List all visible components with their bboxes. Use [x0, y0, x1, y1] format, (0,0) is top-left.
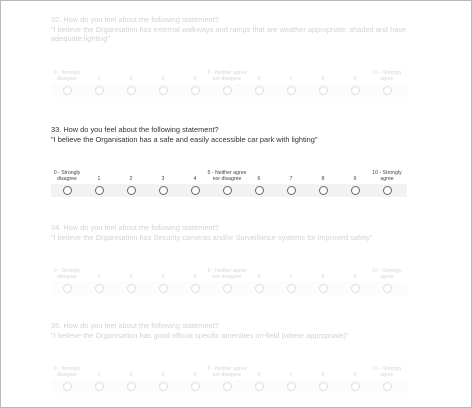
scale-label-8: 8: [321, 372, 325, 379]
rating-scale: [51, 151, 407, 197]
scale-label-8: 8: [321, 75, 325, 82]
scale-labels: [51, 151, 407, 183]
radio-row: [51, 282, 407, 295]
scale-label-10: 10 - Strongly agree: [372, 268, 402, 281]
scale-label-5: 5 - Neither agree nor disagree: [207, 170, 247, 183]
radio-row: [51, 184, 407, 197]
scale-label-9: 9: [353, 176, 357, 183]
scale-label-3: 3: [161, 274, 165, 281]
rating-radio-4[interactable]: [191, 86, 200, 95]
rating-radio-10[interactable]: [383, 186, 392, 195]
scale-label-2: 2: [129, 274, 133, 281]
rating-scale: [51, 347, 407, 393]
question-statement: "I believe the Organisation has external walkways and ramps that are weather appropriate, shaded and have adequate lighting": [51, 24, 407, 43]
rating-radio-0[interactable]: [63, 186, 72, 195]
rating-radio-9[interactable]: [351, 186, 360, 195]
question-35: [51, 321, 417, 393]
rating-radio-6[interactable]: [255, 284, 264, 293]
rating-radio-7[interactable]: [287, 186, 296, 195]
scale-label-0: 0 - Strongly disagree: [53, 366, 81, 379]
rating-radio-2[interactable]: [127, 186, 136, 195]
scale-label-10: 10 - Strongly agree: [372, 170, 402, 183]
rating-radio-7[interactable]: [287, 284, 296, 293]
rating-radio-2[interactable]: [127, 284, 136, 293]
scale-label-4: 4: [193, 372, 197, 379]
question-34: [51, 223, 417, 295]
scale-label-4: 4: [193, 75, 197, 82]
rating-radio-4[interactable]: [191, 284, 200, 293]
rating-scale: [51, 51, 407, 97]
scale-label-6: 6: [257, 176, 261, 183]
radio-row: [51, 380, 407, 393]
rating-radio-5[interactable]: [223, 86, 232, 95]
rating-radio-9[interactable]: [351, 284, 360, 293]
scale-label-0: 0 - Strongly disagree: [53, 268, 81, 281]
rating-scale: [51, 249, 407, 295]
rating-radio-7[interactable]: [287, 382, 296, 391]
rating-radio-1[interactable]: [95, 284, 104, 293]
rating-radio-1[interactable]: [95, 86, 104, 95]
question-title: 33. How do you feel about the following statement?: [51, 125, 219, 134]
scale-label-2: 2: [129, 176, 133, 183]
scale-labels: [51, 249, 407, 281]
scale-label-7: 7: [289, 176, 293, 183]
question-title: 35. How do you feel about the following statement?: [51, 321, 219, 330]
scale-label-5: 5 - Neither agree nor disagree: [207, 268, 247, 281]
scale-label-9: 9: [353, 372, 357, 379]
scale-label-9: 9: [353, 75, 357, 82]
rating-radio-4[interactable]: [191, 186, 200, 195]
rating-radio-1[interactable]: [95, 382, 104, 391]
rating-radio-6[interactable]: [255, 186, 264, 195]
rating-radio-9[interactable]: [351, 382, 360, 391]
rating-radio-2[interactable]: [127, 382, 136, 391]
question-statement: "I believe the Organisation has a safe and easily accessible car park with lighting": [51, 134, 318, 144]
radio-row: [51, 84, 407, 97]
scale-label-6: 6: [257, 75, 261, 82]
scale-label-7: 7: [289, 274, 293, 281]
scale-label-0: 0 - Strongly disagree: [53, 170, 81, 183]
scale-label-1: 1: [97, 372, 101, 379]
question-statement: "I believe the Organisation has Security cameras and/or Surveillance systems for improved safety": [51, 232, 373, 242]
rating-radio-10[interactable]: [383, 284, 392, 293]
rating-radio-3[interactable]: [159, 86, 168, 95]
rating-radio-5[interactable]: [223, 186, 232, 195]
rating-radio-9[interactable]: [351, 86, 360, 95]
scale-label-8: 8: [321, 274, 325, 281]
rating-radio-2[interactable]: [127, 86, 136, 95]
scale-labels: [51, 51, 407, 83]
rating-radio-5[interactable]: [223, 284, 232, 293]
scale-label-2: 2: [129, 75, 133, 82]
scale-label-7: 7: [289, 372, 293, 379]
rating-radio-0[interactable]: [63, 382, 72, 391]
scale-label-10: 10 - Strongly agree: [372, 366, 402, 379]
scale-label-5: 5 - Neither agree nor disagree: [207, 69, 247, 82]
question-title: 34. How do you feel about the following statement?: [51, 223, 219, 232]
rating-radio-8[interactable]: [319, 284, 328, 293]
scale-label-4: 4: [193, 176, 197, 183]
rating-radio-3[interactable]: [159, 186, 168, 195]
scale-label-1: 1: [97, 274, 101, 281]
scale-label-3: 3: [161, 75, 165, 82]
rating-radio-0[interactable]: [63, 86, 72, 95]
scale-label-4: 4: [193, 274, 197, 281]
scale-label-1: 1: [97, 176, 101, 183]
rating-radio-1[interactable]: [95, 186, 104, 195]
scale-label-2: 2: [129, 372, 133, 379]
rating-radio-7[interactable]: [287, 86, 296, 95]
rating-radio-4[interactable]: [191, 382, 200, 391]
rating-radio-10[interactable]: [383, 86, 392, 95]
rating-radio-0[interactable]: [63, 284, 72, 293]
rating-radio-8[interactable]: [319, 186, 328, 195]
scale-label-3: 3: [161, 372, 165, 379]
rating-radio-8[interactable]: [319, 86, 328, 95]
rating-radio-6[interactable]: [255, 86, 264, 95]
scale-label-0: 0 - Strongly disagree: [53, 69, 81, 82]
rating-radio-3[interactable]: [159, 382, 168, 391]
scale-label-8: 8: [321, 176, 325, 183]
rating-radio-5[interactable]: [223, 382, 232, 391]
question-statement: "I believe the Organisation has good official specific amenities on-field (where appropriate)": [51, 330, 349, 340]
scale-label-3: 3: [161, 176, 165, 183]
scale-label-10: 10 - Strongly agree: [372, 69, 402, 82]
scale-labels: [51, 347, 407, 379]
scale-label-1: 1: [97, 75, 101, 82]
rating-radio-8[interactable]: [319, 382, 328, 391]
question-32: [51, 15, 417, 97]
rating-radio-10[interactable]: [383, 382, 392, 391]
scale-label-6: 6: [257, 372, 261, 379]
scale-label-7: 7: [289, 75, 293, 82]
question-33: [51, 125, 417, 197]
rating-radio-6[interactable]: [255, 382, 264, 391]
question-title: 32. How do you feel about the following statement?: [51, 15, 219, 24]
scale-label-5: 5 - Neither agree nor disagree: [207, 366, 247, 379]
rating-radio-3[interactable]: [159, 284, 168, 293]
scale-label-6: 6: [257, 274, 261, 281]
scale-label-9: 9: [353, 274, 357, 281]
